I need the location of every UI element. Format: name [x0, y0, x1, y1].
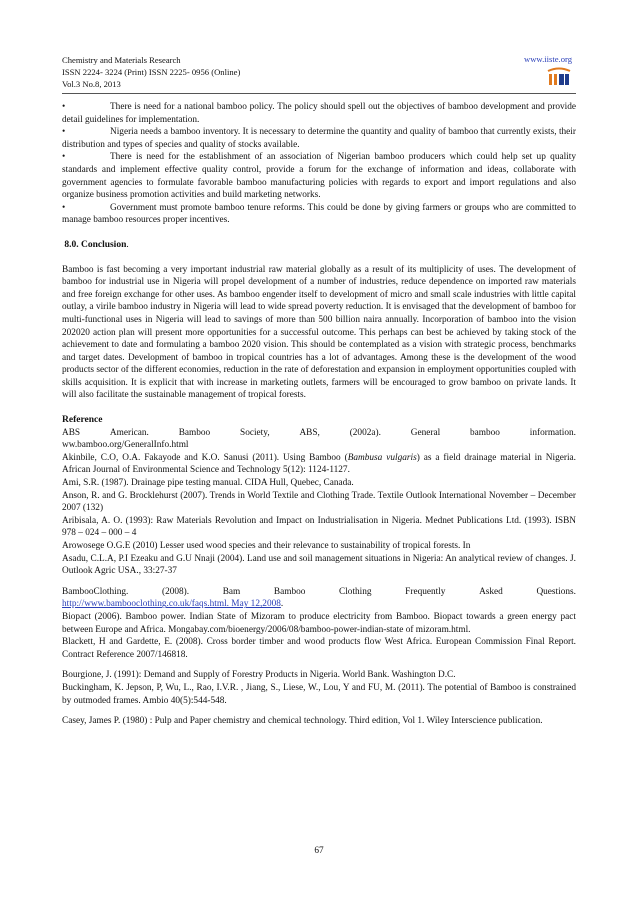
ref-blackett: Blackett, H and Gardette, E. (2008). Cross border timber and wood products flow West Africa. European Commission Final Report. Contract Reference 2007/146818.	[62, 637, 576, 660]
bullet-text: There is need for a national bamboo policy. The policy should spell out the objectives of bamboo development and provide detail guidelines for implementation.	[62, 102, 576, 125]
bullet-text: Nigeria needs a bamboo inventory. It is necessary to determine the quantity and quality of bamboo that currently exists, their distribution and types of species and quality of stocks available.	[62, 127, 576, 150]
ref-abs-url: ww.bamboo.org/GeneralInfo.html	[62, 440, 189, 451]
ref-ami: Ami, S.R. (1987). Drainage pipe testing manual. CIDA Hull, Quebec, Canada.	[62, 478, 354, 489]
bullet-text: Government must promote bamboo tenure reforms. This could be done by giving farmers or groups who are committed to manage bamboo resources proper incentives.	[62, 202, 576, 226]
bullet-icon: •	[62, 102, 66, 112]
journal-volume: Vol.3 No.8, 2013	[62, 79, 121, 89]
journal-title: Chemistry and Materials Research	[62, 55, 181, 65]
bullet-icon: •	[62, 127, 66, 138]
references-heading: Reference	[62, 415, 103, 426]
iiste-logo-icon	[546, 67, 572, 87]
ref-asadu: Asadu, C.L.A, P.I Ezeaku and G.U Nnaji (2004). Land use and soil management situations in Nigeria: An analytical review of changes. J. Outlook Agric USA., 33:27-37	[62, 553, 576, 577]
bullet-icon: •	[62, 152, 66, 163]
list-item	[62, 202, 576, 227]
ref-buckingham: Buckingham, K. Jepson, P, Wu, L., Rao, I.V.R. , Jiang, S., Liese, W., Lou, Y and FU, M. (2011). The potential of Bamboo is constrained by outmoded frames. Ambio 40(5):544-548.	[62, 682, 576, 706]
list-item	[62, 126, 576, 151]
ref-bambooclothing: BambooClothing. (2008). Bam Bamboo Clothing Frequently Asked Questions.	[62, 586, 576, 597]
journal-issn: ISSN 2224- 3224 (Print) ISSN 2225- 0956 (Online)	[62, 67, 241, 77]
references-section	[62, 414, 576, 728]
ref-bambooclothing-url: http://www.bambooclothing.co.uk/faqs.html. May 12,2008.	[62, 599, 284, 610]
header-divider	[62, 93, 576, 94]
list-item	[62, 101, 576, 126]
list-item	[62, 151, 576, 201]
bullet-icon: •	[62, 202, 66, 213]
ref-akinbile: Akinbile, C.O, O.A. Fakayode and K.O. Sanusi (2011). Using Bamboo (Bambusa vulgaris) as a field drainage material in Nigeria. African Journal of Environmental Science and Technology 5(12): 1124-1127.	[62, 452, 576, 476]
ref-arowosege: Arowosege O.G.E (2010) Lesser used wood species and their relevance to sustainability of tropical forests. In	[62, 541, 471, 551]
ref-bourgione: Bourgione, J. (1991): Demand and Supply of Forestry Products in Nigeria. World Bank. Washington D.C.	[62, 670, 456, 681]
ref-aribisala: Aribisala, A. O. (1993): Raw Materials Revolution and Impact on Industrialisation in Nigeria. Mednet Publications Ltd. (1993). ISBN 978 – 024 – 000 – 4	[62, 515, 576, 539]
bullet-text: There is need for the establishment of an association of Nigerian bamboo producers which could help set up quality standards and implement effective quality control, provide a forum for the exchange of information and ideas, collaborate with government agencies to formulate favorable bamboo manufacturing policies with regards to export and import regulations and also organize business promotion activities and build marketing networks.	[62, 152, 576, 201]
ref-abs: ABS American. Bamboo Society, ABS, (2002a). General bamboo information.	[62, 427, 576, 438]
recommendations-list	[62, 101, 576, 728]
journal-url-link[interactable]: www.iiste.org	[524, 54, 572, 64]
conclusion-heading: 8.0. Conclusion.	[64, 239, 129, 250]
conclusion-text: Bamboo is fast becoming a very important industrial raw material globally as a result of its multiplicity of uses. The development of bamboo for industrial use in Nigeria will propel development of a number of industries, reduce dependence on imported raw materials and free foreign exchange for other uses. As bamboo engender itself to development of micro and small scale industries with little capital outlay, a virile bamboo industry in Nigeria will lead to wide spread poverty reduction. It is envisaged that the development of bamboo for multi-functional uses in Nigeria will lead to savings of more than 500 billion naira annually. Incorporation of bamboo into the vision 202020 action plan will present more opportunities for a successful outcome. This perhaps can best be achieved by taking stock of the achievement to date and formulating a bamboo 2020 vision. This should be contemplated as a vision with strategic process, benchmarks and target dates. Development of bamboo in tropical countries has a lot of advantages. Among these is the development of the wood products sector of the different economies, reduction in the rate of deforestation and expansion in employment opportunities coupled with skills acquisition. It is explicit that with increase in marketing outlets, farmers will be encouraged to grow bamboo on private lands. It will also facilitate the sustainable management of tropical forests.	[62, 264, 576, 401]
ref-casey: Casey, James P. (1980) : Pulp and Paper chemistry and chemical technology. Third edition, Vol 1. Wiley Interscience publication.	[62, 716, 543, 727]
bambooclothing-link[interactable]: http://www.bambooclothing.co.uk/faqs.html. May 12,2008	[62, 599, 281, 610]
ref-biopact: Biopact (2006). Bamboo power. Indian State of Mizoram to produce electricity from Bamboo. Biopact towards a green energy pact between Europe and Africa. Mongabay.com/bioenergy/2006/08/bamboo-power-indian-state of mizoram.html.	[62, 611, 576, 635]
page-number: 67	[314, 846, 324, 856]
ref-anson: Anson, R. and G. Brocklehurst (2007). Trends in World Textile and Clothing Trade. Textile Outlook International November – December 2007 (132)	[62, 490, 576, 514]
